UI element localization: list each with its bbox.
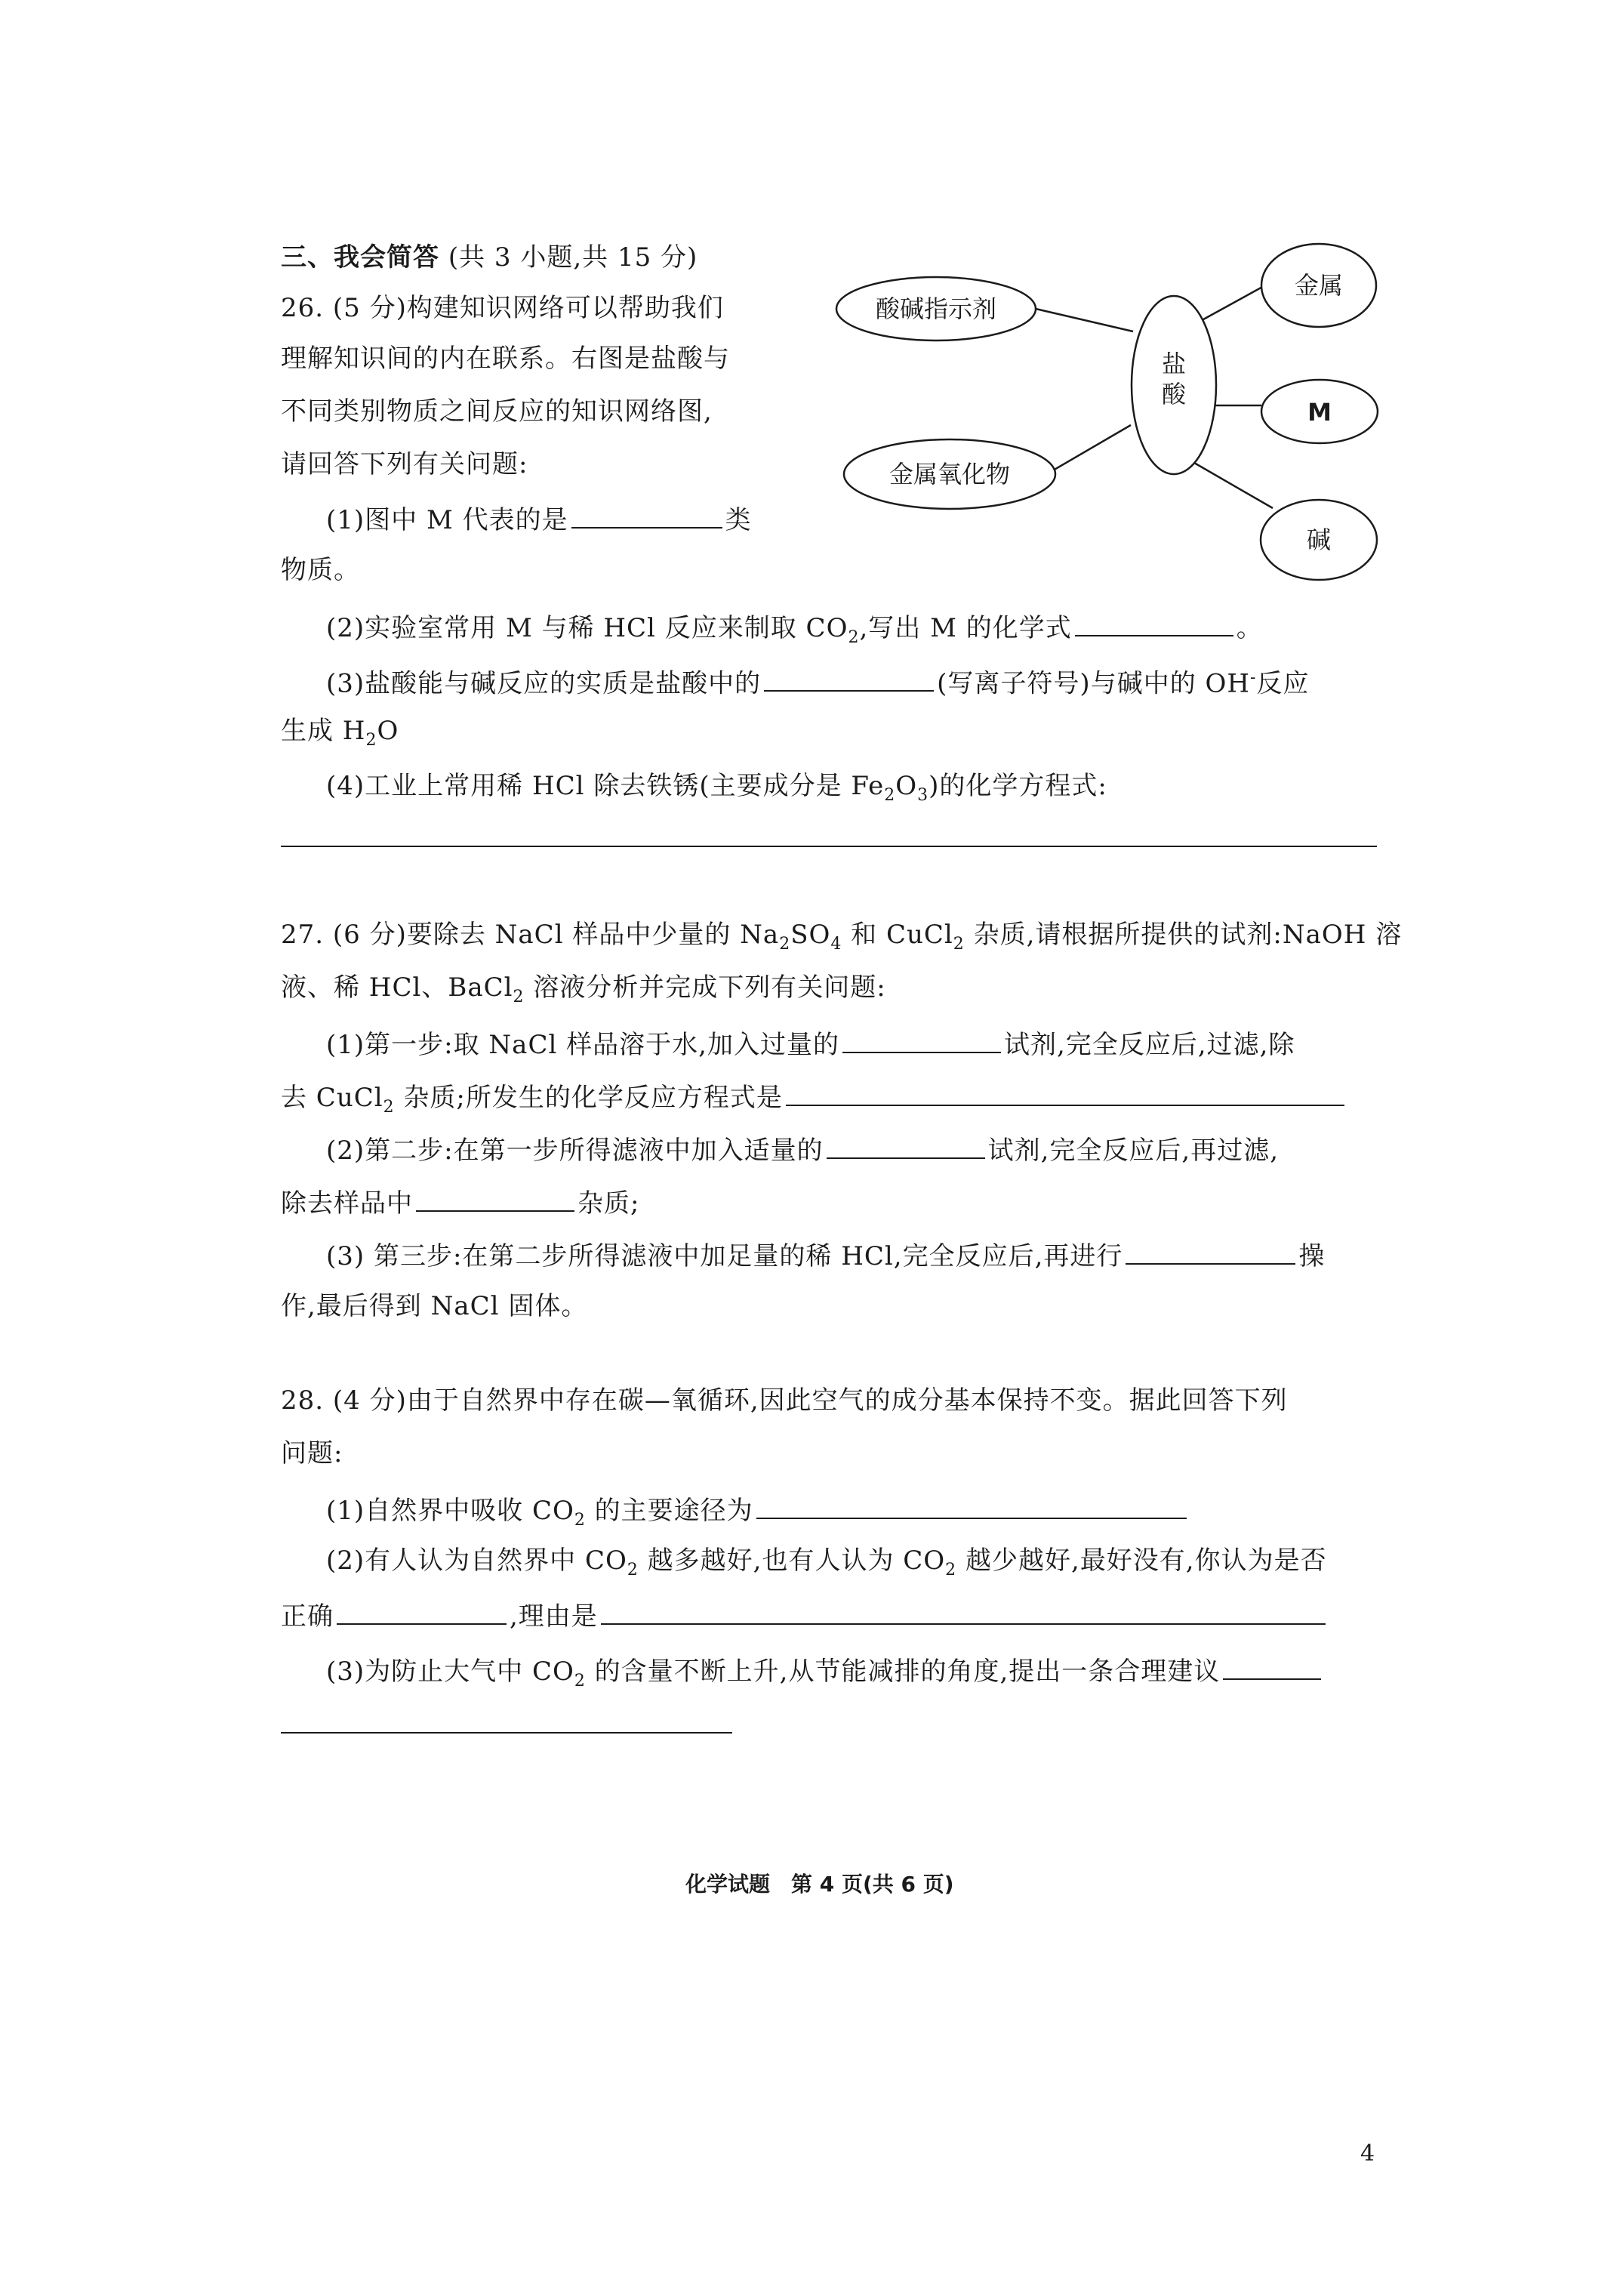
q26-p4-text: (4)工业上常用稀 HCl 除去铁锈(主要成分是 Fe <box>326 771 885 801</box>
edge-indicator <box>1036 309 1133 331</box>
q27-part-2 <box>326 1130 1279 1168</box>
q26-p3-sup: - <box>1250 668 1257 687</box>
q28-line-2: 问题: <box>281 1438 343 1469</box>
label-indicator: 酸碱指示剂 <box>875 294 997 323</box>
q28-p1-sub: 2 <box>574 1510 586 1530</box>
q26-part-3 <box>326 661 1309 701</box>
q27-p2-cont <box>281 1183 639 1221</box>
q27-p3-cont: 作,最后得到 NaCl 固体。 <box>281 1291 588 1321</box>
q28-p3-answer-line[interactable] <box>281 1732 732 1734</box>
q26-p4-sub2: 3 <box>917 785 929 805</box>
q26-p1-tail: 类 <box>725 505 752 535</box>
section-meta: (共 3 小题,共 15 分) <box>448 242 698 273</box>
q27-p1-cont <box>281 1077 1347 1125</box>
q28-p1-a: (1)自然界中吸收 CO <box>326 1496 574 1526</box>
q27-p1-text: (1)第一步:取 NaCl 样品溶于水,加入过量的 <box>326 1030 839 1060</box>
q27-l1-c: 和 CuCl <box>842 920 953 950</box>
q27-p1-tail: 试剂,完全反应后,过滤,除 <box>1003 1030 1295 1060</box>
label-m: M <box>1307 398 1332 427</box>
q28-part-2 <box>326 1543 1327 1588</box>
q28-p2-d: 正确 <box>281 1601 334 1632</box>
q27-line-2 <box>281 970 886 1015</box>
q28-p2-sub2: 2 <box>945 1560 957 1579</box>
q28-p3-sub: 2 <box>574 1671 586 1690</box>
q28-p1-b: 的主要途径为 <box>585 1496 753 1526</box>
section-heading <box>281 240 698 275</box>
q26-p2-blank[interactable] <box>1075 608 1233 636</box>
q26-part-4 <box>326 769 1107 813</box>
q27-p2-cont-a: 除去样品中 <box>281 1188 413 1219</box>
q28-p3-b: 的含量不断上升,从节能减排的角度,提出一条合理建议 <box>585 1657 1221 1687</box>
q26-p4-text-b: O <box>895 771 918 801</box>
q28-p2-b: 越多越好,也有人认为 CO <box>638 1546 946 1576</box>
q28-p2-cont <box>281 1596 1329 1634</box>
section-title: 三、我会简答 <box>281 242 439 273</box>
q28-p2-e: ,理由是 <box>510 1601 598 1632</box>
q27-l1-s3: 2 <box>953 934 965 954</box>
q28-p2-sub1: 2 <box>627 1560 639 1579</box>
q28-p2-reason-blank[interactable] <box>601 1596 1326 1625</box>
q26-p3-cont-tail: O <box>377 716 399 746</box>
q26-p3-cont-text: 生成 H <box>281 716 366 746</box>
q27-p2-cont-b: 杂质; <box>577 1188 640 1219</box>
q26-p3-text-b: (写离子符号)与碱中的 OH <box>937 668 1251 699</box>
q28-p2-a: (2)有人认为自然界中 CO <box>326 1546 627 1576</box>
q26-p2-sub: 2 <box>848 627 860 647</box>
q26-p2-tail: 。 <box>1236 613 1263 643</box>
label-center-2: 酸 <box>1161 380 1187 408</box>
q26-p1-text: (1)图中 M 代表的是 <box>326 505 568 535</box>
q27-part-3 <box>326 1236 1325 1274</box>
q27-l1-s1: 2 <box>779 934 791 954</box>
q27-l1-a: 27. (6 分)要除去 NaCl 样品中少量的 Na <box>281 920 780 950</box>
q28-p3-a: (3)为防止大气中 CO <box>326 1657 574 1687</box>
q26-p2-text: (2)实验室常用 M 与稀 HCl 反应来制取 CO <box>326 613 848 643</box>
page-footer: 化学试题 第 4 页(共 6 页) <box>685 1872 954 1897</box>
q26-p3-tail: 反应 <box>1256 668 1310 699</box>
q27-part-1 <box>326 1025 1295 1062</box>
label-metal-oxide: 金属氧化物 <box>888 460 1011 488</box>
edge-base <box>1194 463 1273 508</box>
q27-l1-s2: 4 <box>830 934 842 954</box>
q27-l2-a: 液、稀 HCl、BaCl <box>281 972 513 1003</box>
page-number: 4 <box>1360 2140 1375 2167</box>
q26-p3-text: (3)盐酸能与碱反应的实质是盐酸中的 <box>326 668 762 699</box>
q26-part-2 <box>326 608 1263 655</box>
q26-line-2: 理解知识间的内在联系。右图是盐酸与 <box>281 344 730 374</box>
label-base: 碱 <box>1306 525 1332 554</box>
q27-l2-b: 溶液分析并完成下列有关问题: <box>524 972 886 1003</box>
q26-p3-cont <box>281 713 399 758</box>
q26-p1-cont: 物质。 <box>281 555 360 585</box>
q27-p2-blank[interactable] <box>827 1130 985 1159</box>
q27-p3-blank[interactable] <box>1126 1236 1295 1265</box>
q27-p1-cont-b: 杂质;所发生的化学反应方程式是 <box>394 1083 783 1113</box>
q26-part-1 <box>326 500 752 538</box>
q28-part-3 <box>326 1651 1324 1699</box>
q27-l1-d: 杂质,请根据所提供的试剂:NaOH 溶 <box>964 920 1403 950</box>
q27-line-1 <box>281 917 1402 962</box>
q26-line-3: 不同类别物质之间反应的知识网络图, <box>281 396 713 427</box>
q27-p1-cont-a: 去 CuCl <box>281 1083 383 1113</box>
q28-p2-c: 越少越好,最好没有,你认为是否 <box>956 1546 1327 1576</box>
q26-p2-text-b: ,写出 M 的化学式 <box>859 613 1072 643</box>
q26-line-4: 请回答下列有关问题: <box>281 449 528 479</box>
q28-p3-blank[interactable] <box>1223 1651 1321 1680</box>
q27-p2-tail: 试剂,完全反应后,再过滤, <box>987 1136 1280 1166</box>
q27-p1-cont-sub: 2 <box>383 1097 395 1117</box>
q27-p1-blank[interactable] <box>842 1025 1001 1053</box>
q27-l1-b: SO <box>790 920 831 950</box>
q27-p2-impurity-blank[interactable] <box>416 1183 574 1212</box>
q26-line-1: 26. (5 分)构建知识网络可以帮助我们 <box>281 293 724 323</box>
q26-p4-tail: )的化学方程式: <box>929 771 1107 801</box>
q27-l2-s: 2 <box>513 987 525 1006</box>
q27-p1-equation-blank[interactable] <box>786 1077 1344 1106</box>
q28-p2-correct-blank[interactable] <box>337 1596 507 1625</box>
q27-p3-tail: 操 <box>1298 1241 1326 1271</box>
q26-p3-blank[interactable] <box>764 663 934 692</box>
q26-p4-answer-line[interactable] <box>281 846 1377 847</box>
q28-p1-blank[interactable] <box>756 1490 1187 1519</box>
q26-p3-cont-sub: 2 <box>365 730 377 750</box>
label-metal: 金属 <box>1294 271 1344 300</box>
q27-p2-text: (2)第二步:在第一步所得滤液中加入适量的 <box>326 1136 824 1166</box>
edge-oxide <box>1053 425 1131 470</box>
q26-p1-blank[interactable] <box>571 500 722 529</box>
q28-line-1: 28. (4 分)由于自然界中存在碳—氧循环,因此空气的成分基本保持不变。据此回答下列 <box>281 1385 1288 1416</box>
label-center-1: 盐 <box>1161 350 1187 378</box>
q28-part-1 <box>326 1490 1190 1538</box>
q26-p4-sub1: 2 <box>884 785 896 805</box>
knowledge-network-diagram <box>823 230 1389 589</box>
q27-p3-text: (3) 第三步:在第二步所得滤液中加足量的稀 HCl,完全反应后,再进行 <box>326 1241 1123 1271</box>
